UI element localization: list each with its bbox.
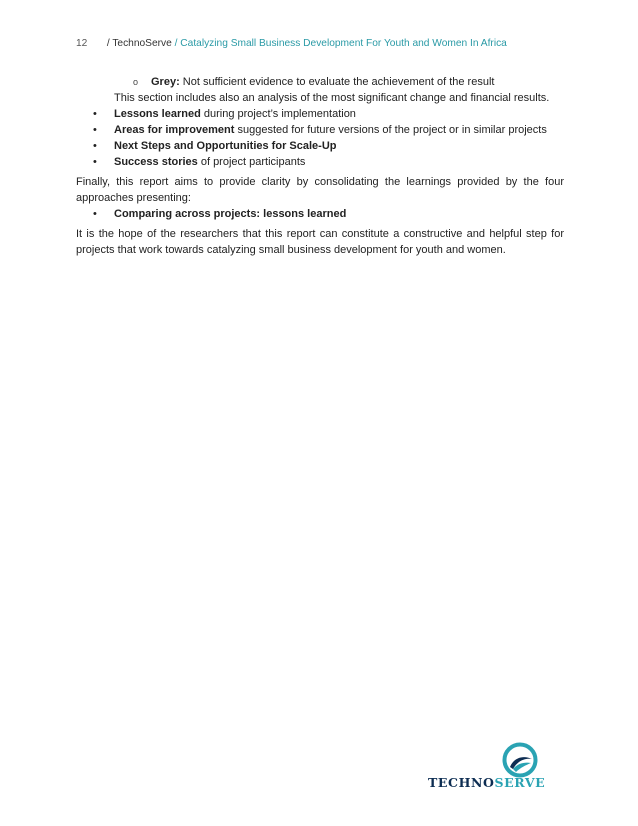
paragraph-finally: Finally, this report aims to provide clarity by consolidating the learnings provided by the four approaches presenting: xyxy=(76,176,564,204)
logo-text-techno: TECHNO xyxy=(428,775,495,790)
logo-text-serve: SERVE xyxy=(494,775,546,790)
logo-wordmark xyxy=(428,775,545,790)
bullet-icon: • xyxy=(93,124,97,136)
page-header xyxy=(76,38,507,49)
sub-bullet-text: Not sufficient evidence to evaluate the achievement of the result xyxy=(179,76,495,88)
bullet-text: suggested for future versions of the project or in similar projects xyxy=(234,124,547,136)
sub-bullet-term: Grey: xyxy=(151,76,180,88)
bullet-icon: • xyxy=(93,208,97,220)
sub-bullet-marker: o xyxy=(133,77,139,87)
bullet-bold: Success stories xyxy=(114,156,198,168)
list-item xyxy=(76,122,564,138)
bullet-bold: Next Steps and Opportunities for Scale-Up xyxy=(114,140,337,152)
paragraph-hope: It is the hope of the researchers that this report can constitute a constructive and helpful step for projects that work towards catalyzing small business development for youth and women. xyxy=(76,228,564,256)
list-item xyxy=(76,138,564,154)
bullet-icon: • xyxy=(93,156,97,168)
list-item xyxy=(76,154,564,170)
bullet-list-2 xyxy=(76,206,564,222)
bullet-icon: • xyxy=(93,140,97,152)
header-brand: / TechnoServe xyxy=(106,38,172,49)
document-body xyxy=(76,74,564,258)
sub-bullet-grey xyxy=(76,74,564,90)
list-item xyxy=(76,206,564,222)
technoserve-logo-icon xyxy=(502,742,538,778)
bullet-text: of project participants xyxy=(197,156,306,168)
bullet-bold: Areas for improvement xyxy=(114,124,235,136)
bullet-list xyxy=(76,106,564,170)
section-note: This section includes also an analysis of the most significant change and financial results. xyxy=(114,92,550,104)
list-item xyxy=(76,106,564,122)
header-subtitle: / Catalyzing Small Business Development For Youth and Women In Africa xyxy=(174,38,507,49)
bullet-bold: Lessons learned xyxy=(114,108,201,120)
bullet-text: during project’s implementation xyxy=(200,108,356,120)
bullet-bold: Comparing across projects: lessons learned xyxy=(114,208,347,220)
page-number: 12 xyxy=(76,38,88,49)
technoserve-logo xyxy=(428,742,544,792)
bullet-icon: • xyxy=(93,108,97,120)
